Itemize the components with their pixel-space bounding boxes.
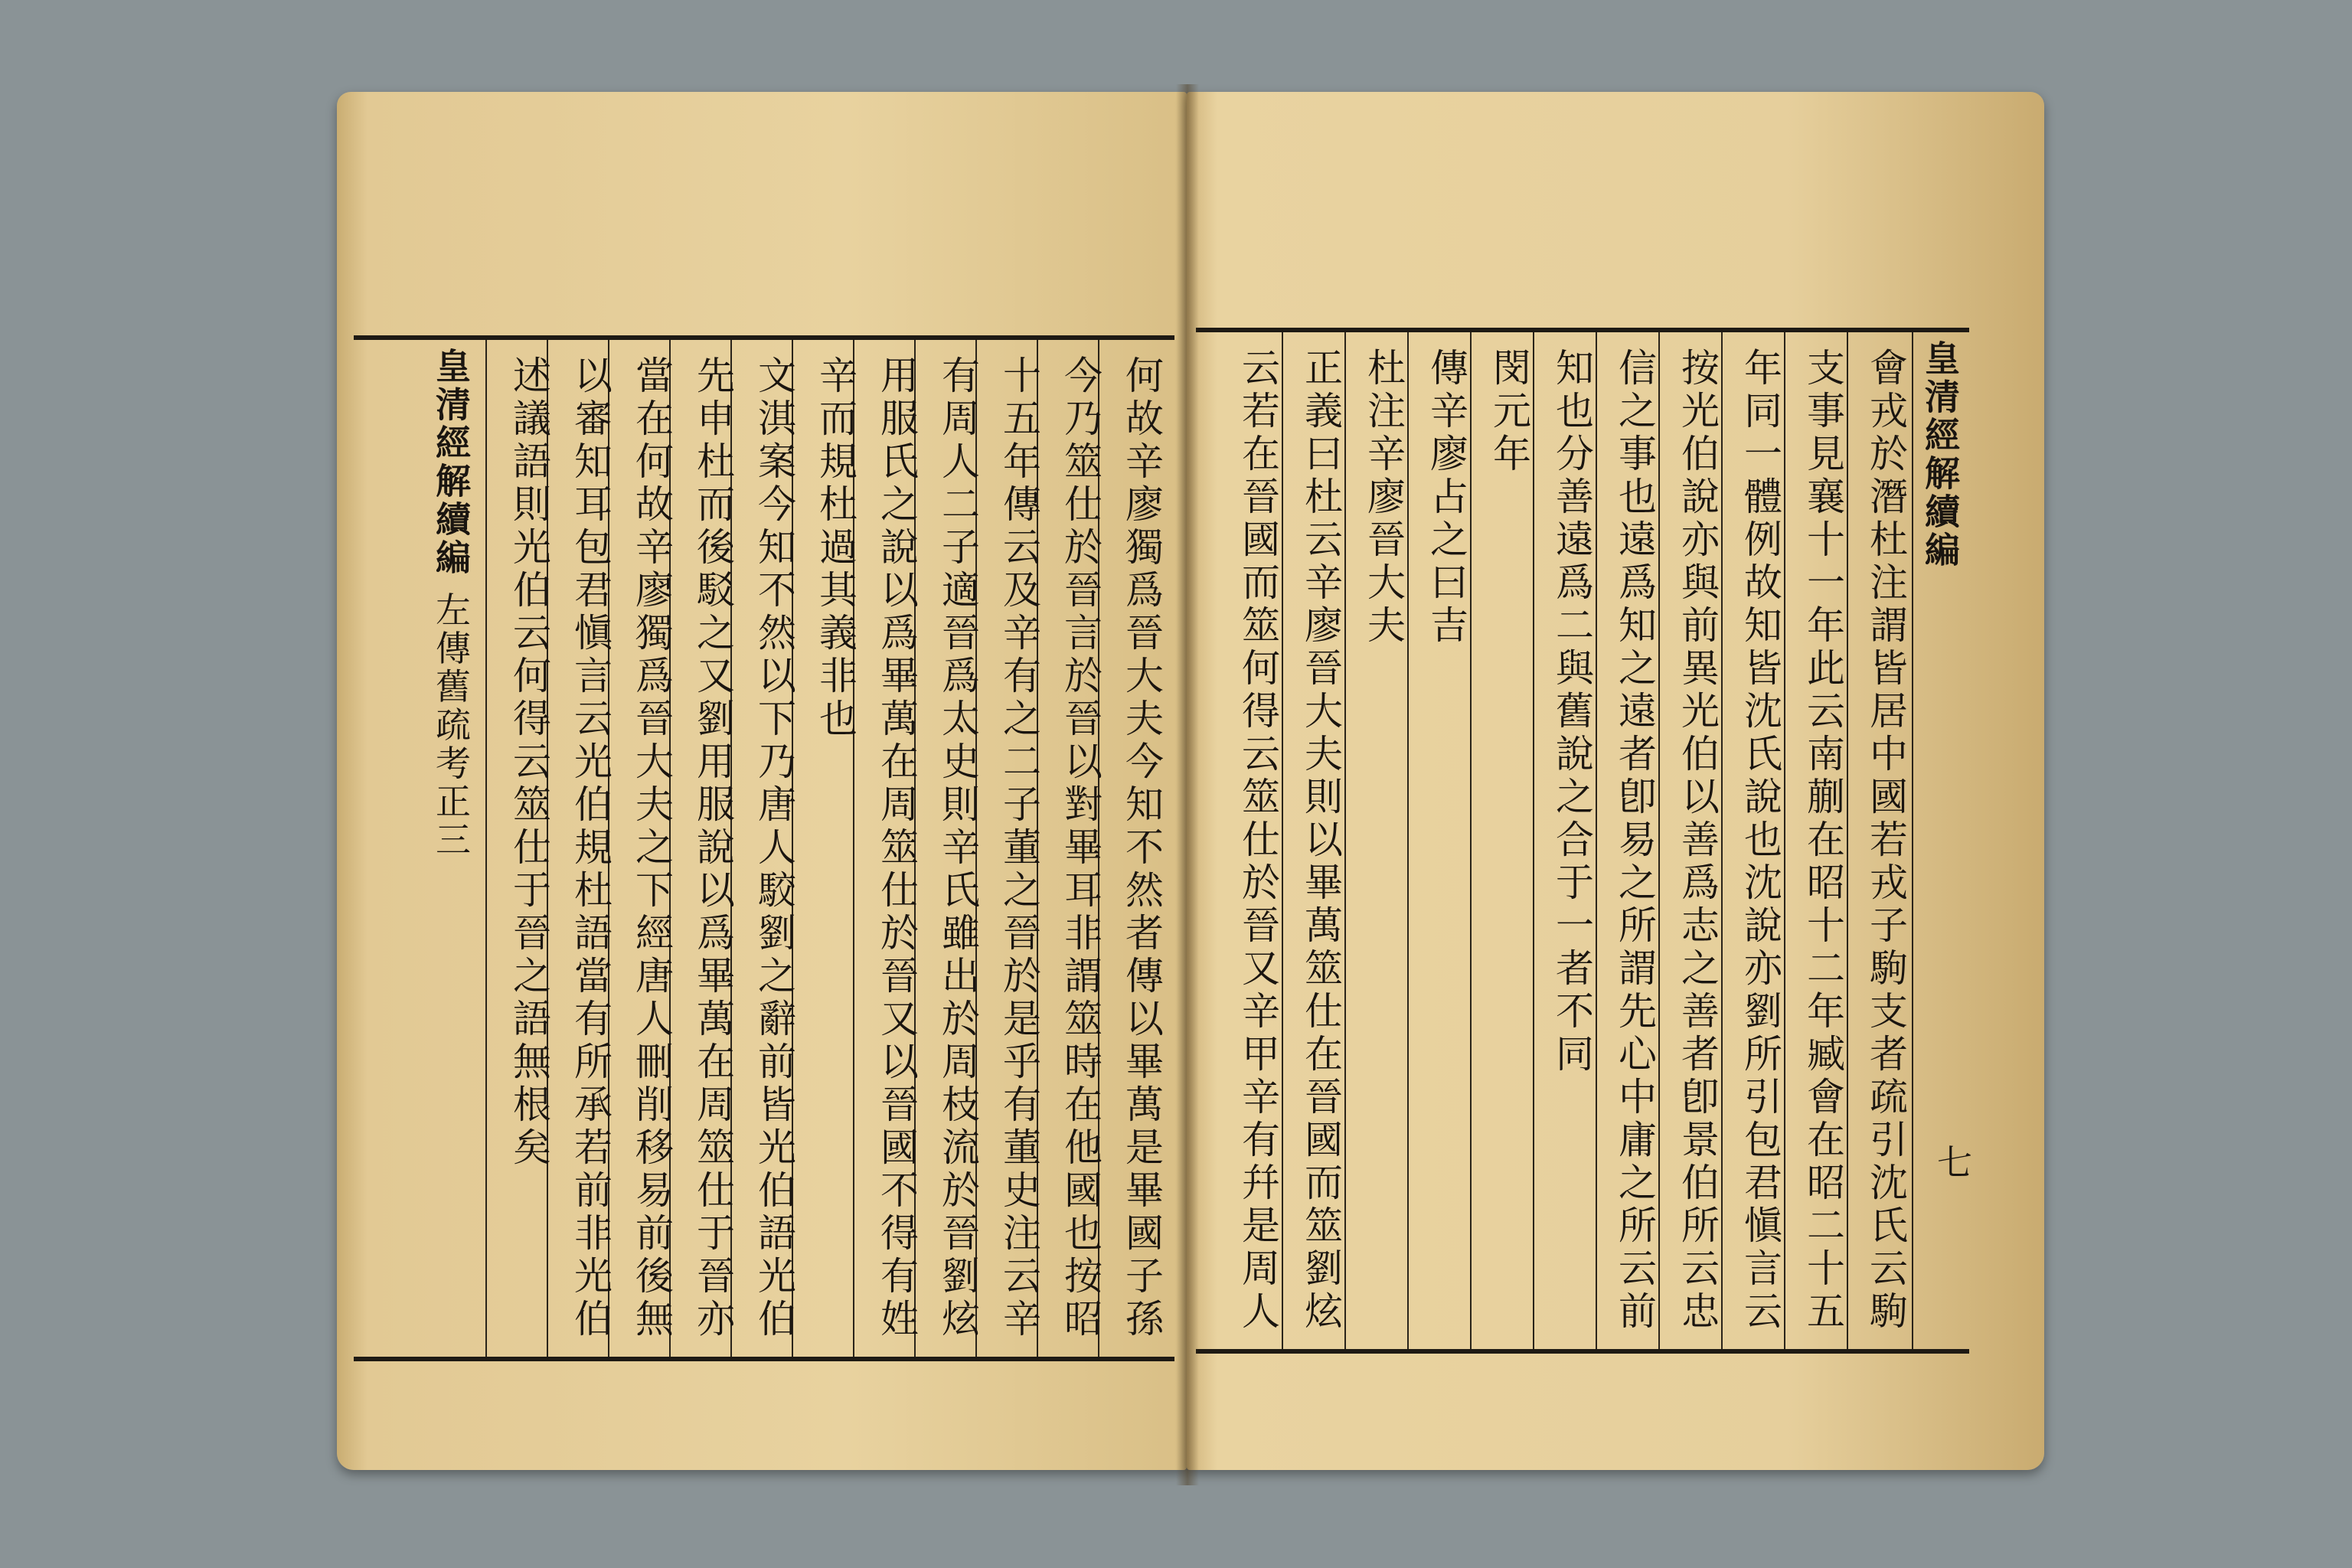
left-text-frame: [354, 335, 1174, 1361]
right-text-frame: [1196, 328, 1973, 1354]
book-title: 皇清經解續編: [1919, 340, 1961, 570]
right-col-4: 按光伯說亦與前異光伯以善爲志之善者卽景伯所云忠: [1675, 348, 1720, 1334]
right-col-3: 年同一體例故知皆沈氏說也沈說亦劉所引包君愼言云: [1738, 348, 1782, 1334]
left-col-6: 辛而規杜過其義非也: [813, 355, 858, 741]
left-col-8: 先申杜而後駁之又劉用服說以爲畢萬在周筮仕于晉亦: [691, 355, 735, 1341]
left-col-11: 述議語則光伯云何得云筮仕于晉之語無根矣: [507, 355, 551, 1170]
left-col-7: 文淇案今知不然以下乃唐人駮劉之辭前皆光伯語光伯: [752, 355, 796, 1341]
right-col-2: 支事見襄十一年此云南蒯在昭十二年臧會在昭二十五: [1801, 348, 1845, 1334]
book-title: 皇清經解續編: [430, 348, 472, 577]
page-number: 七: [1932, 1144, 1973, 1179]
left-col-4: 有周人二子適晉爲太史則辛氏雖出於周枝流於晉劉炫: [936, 355, 980, 1341]
right-col-9: 杜注辛廖晉大夫: [1361, 348, 1406, 648]
right-col-6: 知也分善遠爲二與舊說之合于一者不同: [1550, 348, 1594, 1076]
left-col-1: 何故辛廖獨爲晉大夫今知不然者傳以畢萬是畢國子孫: [1119, 355, 1164, 1341]
right-col-1: 會戎於潛杜注謂皆居中國若戎子駒支者疏引沈氏云駒: [1864, 348, 1908, 1334]
left-page-banner: [430, 348, 476, 860]
right-col-10: 正義曰杜云辛廖晉大夫則以畢萬筮仕在晉國而筮劉炫: [1298, 348, 1343, 1334]
section-title: 左傳舊疏考正三: [430, 591, 472, 860]
right-col-8: 傳辛廖占之曰吉: [1424, 348, 1468, 648]
left-col-9: 當在何故辛廖獨爲晉大夫之下經唐人刪削移易前後無: [629, 355, 674, 1341]
left-col-3: 十五年傳云及辛有之二子董之晉於是乎有董史注云辛: [997, 355, 1041, 1341]
left-col-10: 以審知耳包君愼言云光伯規杜語當有所承若前非光伯: [568, 355, 612, 1341]
left-col-2: 今乃筮仕於晉言於晉以對畢耳非謂筮時在他國也按昭: [1058, 355, 1102, 1341]
left-col-5: 用服氏之說以爲畢萬在周筮仕於晉又以晉國不得有姓: [874, 355, 919, 1341]
right-page-banner: [1919, 340, 1965, 570]
right-col-11: 云若在晉國而筮何得云筮仕於晉又辛甲辛有幷是周人: [1236, 348, 1280, 1334]
left-page: [337, 92, 1187, 1470]
right-col-5: 信之事也遠爲知之遠者卽易之所謂先心中庸之所云前: [1612, 348, 1657, 1334]
open-book: [337, 84, 2044, 1478]
book-gutter: [1176, 84, 1199, 1485]
right-col-7: 閔元年: [1487, 348, 1531, 476]
